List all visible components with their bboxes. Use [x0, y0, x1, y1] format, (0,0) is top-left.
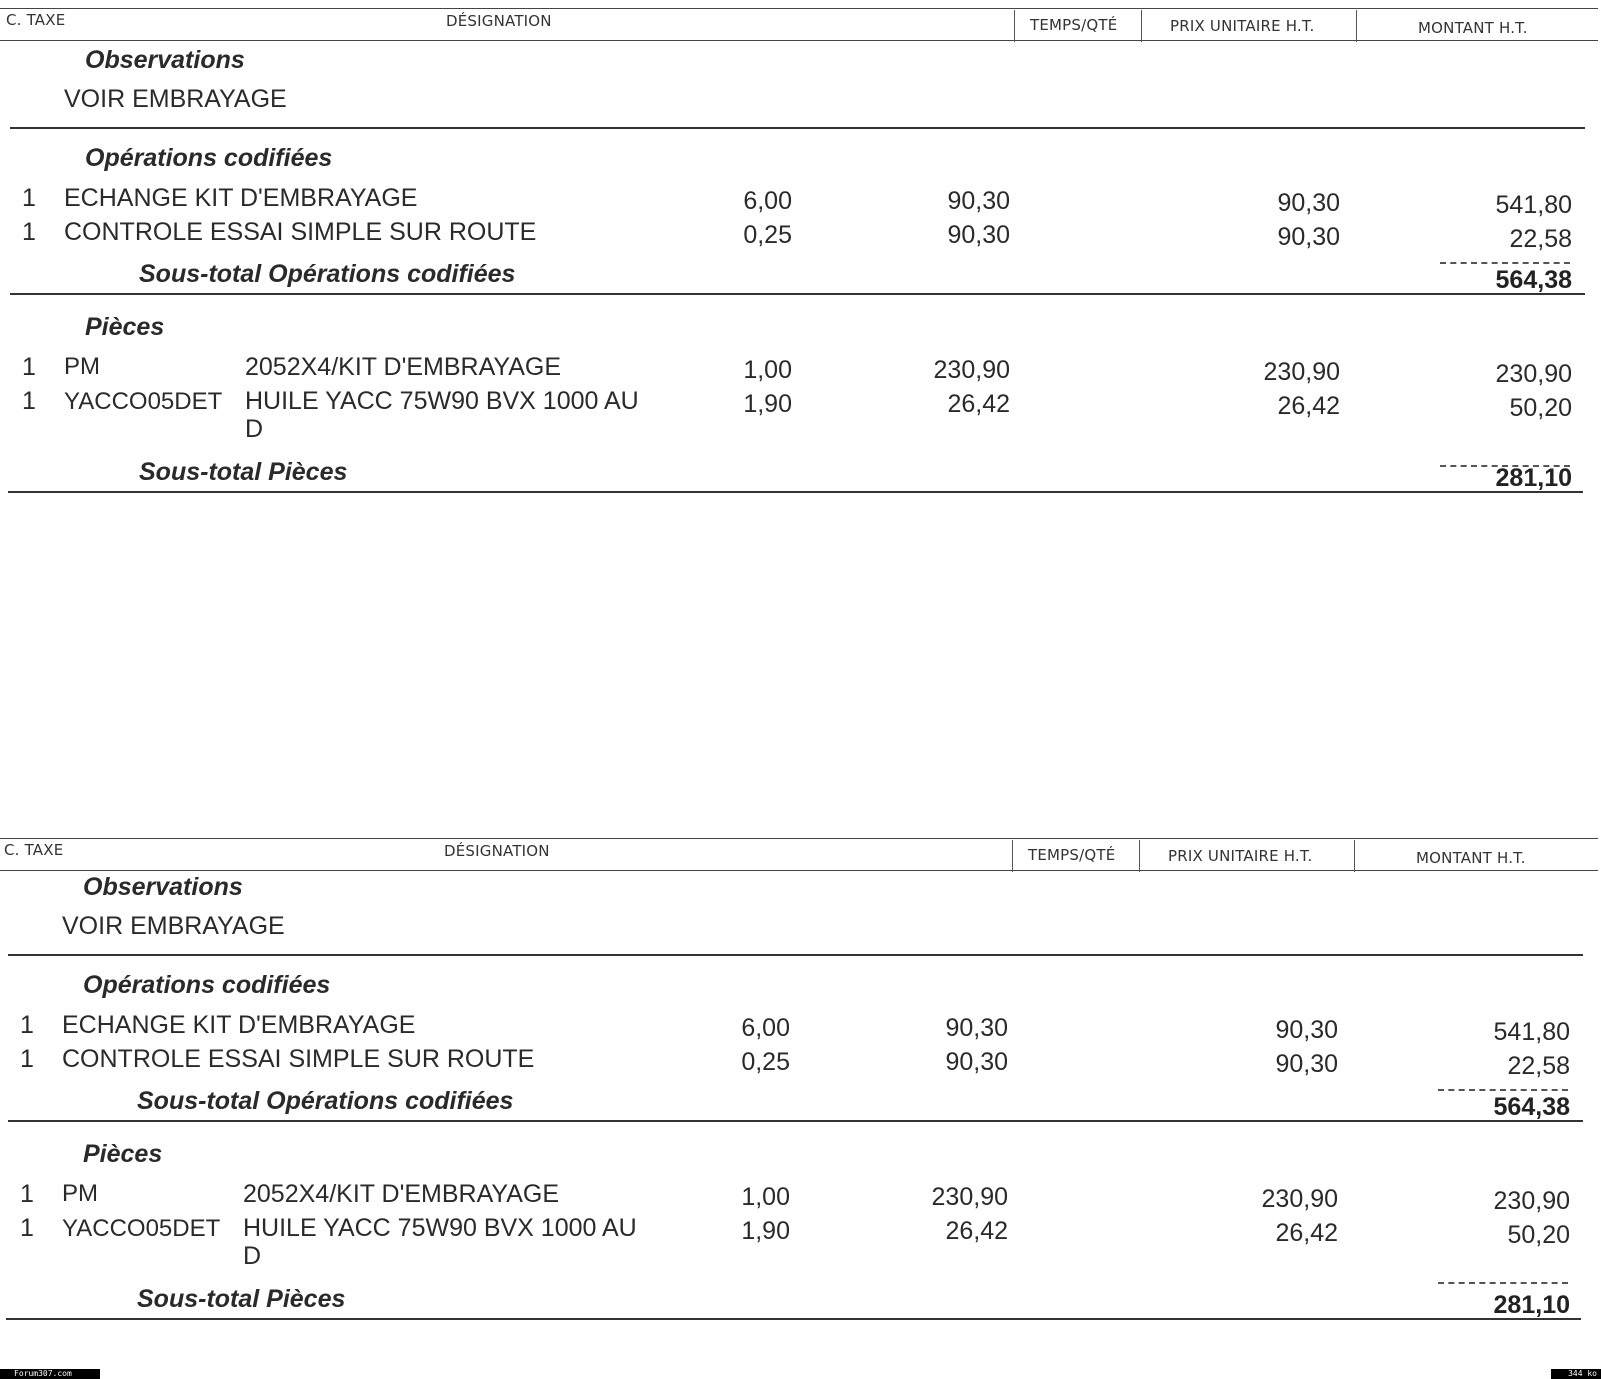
table-header [0, 838, 1601, 872]
row-amount: 50,20 [1509, 394, 1572, 422]
row-amount: 50,20 [1507, 1221, 1570, 1249]
row-ref: PM [62, 1180, 98, 1207]
row-amount: 22,58 [1507, 1052, 1570, 1080]
parts-subtotal-label: Sous-total Pièces [137, 1285, 346, 1313]
row-amount: 230,90 [1493, 1187, 1570, 1215]
row-qty: 1,00 [743, 356, 792, 384]
divider [8, 491, 1583, 493]
row-taxe: 1 [20, 1045, 34, 1073]
header-temps-qte: TEMPS/QTÉ [1030, 16, 1118, 34]
divider [6, 1318, 1581, 1320]
row-amount: 541,80 [1495, 191, 1572, 219]
row-ref: YACCO05DET [62, 1215, 221, 1242]
row-unit-price: 90,30 [1277, 189, 1340, 217]
row-unit-price: 230,90 [1261, 1185, 1338, 1213]
row-designation: HUILE YACC 75W90 BVX 1000 AU [243, 1214, 637, 1242]
row-qty: 6,00 [743, 187, 792, 215]
row-rate: 26,42 [947, 390, 1010, 418]
parts-subtotal-label: Sous-total Pièces [139, 458, 348, 486]
row-taxe: 1 [22, 387, 36, 415]
row-qty: 1,90 [743, 390, 792, 418]
row-rate: 26,42 [945, 1217, 1008, 1245]
row-unit-price: 230,90 [1263, 358, 1340, 386]
row-designation-cont: D [243, 1242, 262, 1270]
row-qty: 6,00 [741, 1014, 790, 1042]
row-designation: CONTROLE ESSAI SIMPLE SUR ROUTE [62, 1045, 535, 1073]
header-c-taxe: C. TAXE [6, 11, 66, 29]
row-unit-price: 26,42 [1275, 1219, 1338, 1247]
row-rate: 230,90 [933, 356, 1010, 384]
invoice-copy-2 [0, 841, 1601, 1365]
row-amount: 541,80 [1493, 1018, 1570, 1046]
subtotal-dash [1440, 262, 1570, 264]
operations-subtotal-label: Sous-total Opérations codifiées [137, 1087, 514, 1115]
row-rate: 90,30 [945, 1014, 1008, 1042]
row-amount: 22,58 [1509, 225, 1572, 253]
divider [10, 293, 1585, 295]
row-rate: 90,30 [945, 1048, 1008, 1076]
row-unit-price: 90,30 [1275, 1016, 1338, 1044]
operations-title: Opérations codifiées [85, 144, 333, 172]
observations-title: Observations [85, 46, 245, 74]
row-qty: 0,25 [743, 221, 792, 249]
header-prix-unitaire: PRIX UNITAIRE H.T. [1170, 17, 1315, 35]
subtotal-dash [1438, 1282, 1568, 1284]
row-designation: 2052X4/KIT D'EMBRAYAGE [245, 353, 562, 381]
operations-title: Opérations codifiées [83, 971, 331, 999]
divider [8, 954, 1583, 956]
row-qty: 0,25 [741, 1048, 790, 1076]
row-taxe: 1 [20, 1180, 34, 1208]
row-qty: 1,90 [741, 1217, 790, 1245]
footer-filesize: 344 ko [1551, 1369, 1601, 1379]
observations-text: VOIR EMBRAYAGE [64, 85, 287, 113]
subtotal-dash [1438, 1089, 1568, 1091]
table-header [0, 8, 1601, 42]
row-designation: ECHANGE KIT D'EMBRAYAGE [62, 1011, 416, 1039]
footer-watermark-left: Forum307.com [0, 1369, 100, 1379]
row-rate: 230,90 [931, 1183, 1008, 1211]
row-taxe: 1 [22, 218, 36, 246]
row-unit-price: 90,30 [1275, 1050, 1338, 1078]
divider [10, 127, 1585, 129]
operations-subtotal-value: 564,38 [1495, 266, 1572, 294]
parts-title: Pièces [83, 1140, 163, 1168]
row-unit-price: 26,42 [1277, 392, 1340, 420]
row-rate: 90,30 [947, 221, 1010, 249]
row-designation: HUILE YACC 75W90 BVX 1000 AU [245, 387, 639, 415]
parts-subtotal-value: 281,10 [1495, 464, 1572, 492]
row-rate: 90,30 [947, 187, 1010, 215]
observations-title: Observations [83, 873, 243, 901]
row-taxe: 1 [22, 184, 36, 212]
row-designation: ECHANGE KIT D'EMBRAYAGE [64, 184, 418, 212]
header-designation: DÉSIGNATION [444, 842, 550, 860]
row-qty: 1,00 [741, 1183, 790, 1211]
observations-text: VOIR EMBRAYAGE [62, 912, 285, 940]
header-montant: MONTANT H.T. [1418, 19, 1528, 37]
header-prix-unitaire: PRIX UNITAIRE H.T. [1168, 847, 1313, 865]
row-taxe: 1 [20, 1214, 34, 1242]
row-designation: CONTROLE ESSAI SIMPLE SUR ROUTE [64, 218, 537, 246]
row-taxe: 1 [20, 1011, 34, 1039]
header-montant: MONTANT H.T. [1416, 849, 1526, 867]
operations-subtotal-value: 564,38 [1493, 1093, 1570, 1121]
parts-subtotal-value: 281,10 [1493, 1291, 1570, 1319]
row-designation: 2052X4/KIT D'EMBRAYAGE [243, 1180, 560, 1208]
row-designation-cont: D [245, 415, 264, 443]
header-designation: DÉSIGNATION [446, 12, 552, 30]
row-ref: YACCO05DET [64, 388, 223, 415]
header-c-taxe: C. TAXE [4, 841, 64, 859]
row-unit-price: 90,30 [1277, 223, 1340, 251]
row-amount: 230,90 [1495, 360, 1572, 388]
parts-title: Pièces [85, 313, 165, 341]
row-ref: PM [64, 353, 100, 380]
divider [8, 1120, 1583, 1122]
operations-subtotal-label: Sous-total Opérations codifiées [139, 260, 516, 288]
row-taxe: 1 [22, 353, 36, 381]
header-temps-qte: TEMPS/QTÉ [1028, 846, 1116, 864]
